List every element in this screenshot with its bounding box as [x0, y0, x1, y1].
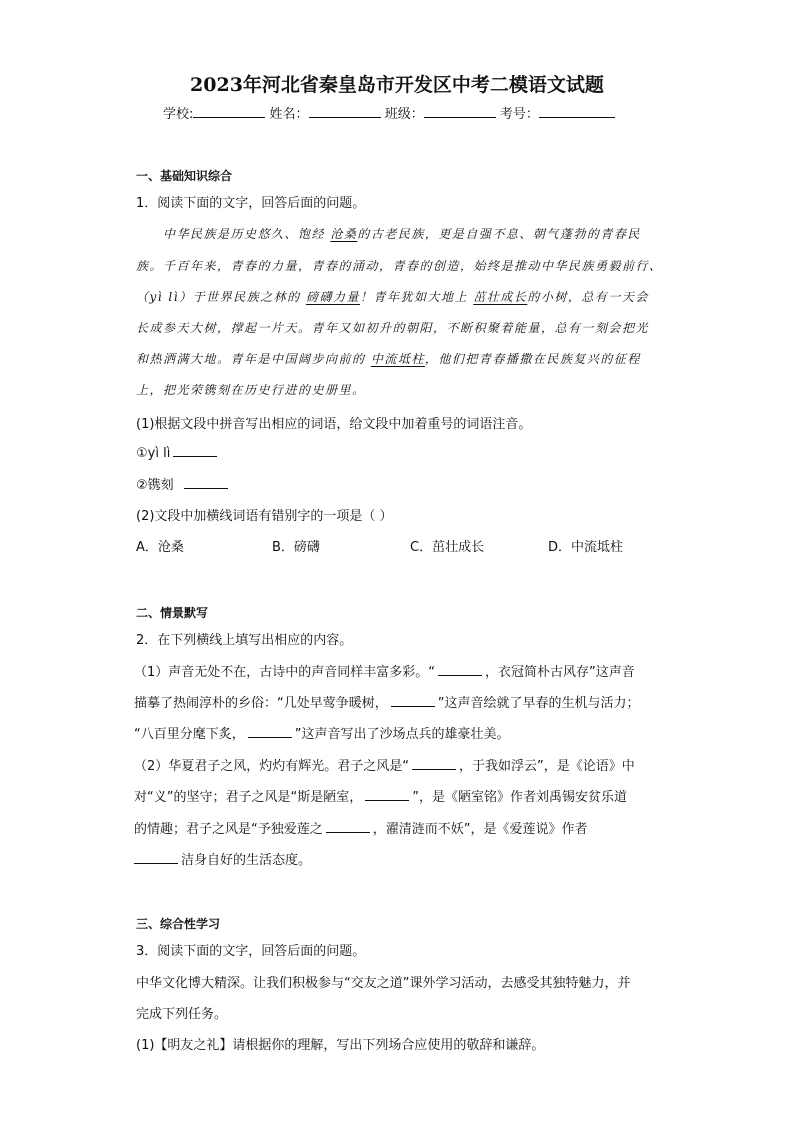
number-label: 考号： [499, 107, 539, 122]
passage-line [136, 288, 649, 305]
page-title: 2023年河北省秦皇岛市开发区中考二模语文试题 [190, 74, 604, 96]
sub-item [136, 474, 231, 493]
student-info-line [163, 103, 615, 122]
passage-text: 的古老民族，更是自强不息、朝气蓬勃的青春民 [357, 227, 641, 241]
passage-text: ，他们把青春播撒在民族复兴的征程 [424, 352, 641, 366]
name-label: 姓名： [269, 107, 309, 122]
passage-line: 上，把光荣镌刻在历史行进的史册里。 [136, 383, 366, 397]
answer-blank[interactable] [391, 693, 435, 707]
sub-item [136, 443, 220, 461]
fill-text: ”这声音写出了沙场点兵的雄豪壮美。 [294, 727, 510, 742]
number-blank[interactable] [539, 104, 615, 118]
fill-text: ”这声音绘就了早春的生机与活力； [437, 696, 640, 711]
underlined-word: 茁壮成长 [473, 290, 528, 304]
passage-line [163, 225, 641, 242]
underlined-word: 沧桑 [330, 227, 358, 241]
passage-line: 完成下列任务。 [136, 1007, 228, 1022]
passage-line [136, 350, 641, 367]
fill-text: ，濯清涟而不妖”，是《爱莲说》作者 [372, 822, 588, 837]
section-heading: 二、情景默写 [136, 606, 209, 620]
answer-blank[interactable] [326, 819, 370, 833]
fill-line [134, 661, 635, 680]
fill-line [134, 818, 588, 837]
passage-text: 中华民族是历史悠久、饱经 [163, 227, 326, 241]
fill-text: ”，是《陋室铭》作者刘禹锡安贫乐道 [412, 790, 627, 805]
sub-question: (2)文段中加横线词语有错别字的一项是（ ） [136, 509, 393, 524]
passage-line: 族。千百年来，青春的力量，青春的涌动，青春的创造，始终是推动中华民族勇毅前行、 [136, 259, 663, 273]
option-d[interactable]: D．中流坻柱 [548, 540, 624, 555]
fill-text: 描摹了热闹淳朴的乡俗：“几处早莺争暖树， [134, 696, 388, 711]
answer-blank[interactable] [173, 443, 217, 457]
class-label: 班级： [384, 107, 424, 122]
passage-line: 长成参天大树，撑起一片天。青年又如初升的朝阳，不断积聚着能量，总有一刻会把光 [136, 321, 650, 335]
passage-text: ！青年犹如大地上 [359, 290, 468, 304]
passage-line: 中华文化博大精深。让我们积极参与“交友之道”课外学习活动，去感受其独特魅力，并 [136, 976, 631, 991]
underlined-word: 中流坻柱 [370, 352, 425, 366]
fill-text: “八百里分麾下炙， [134, 727, 245, 742]
passage-text: 和热洒满大地。青年是中国阔步向前的 [136, 352, 366, 366]
fill-line [134, 723, 510, 742]
underlined-word: 磅礴力量 [305, 290, 360, 304]
school-label: 学校: [163, 107, 194, 122]
name-blank[interactable] [309, 104, 381, 118]
class-blank[interactable] [424, 104, 496, 118]
fill-text: 对“义”的坚守；君子之风是“斯是陋室， [134, 790, 363, 805]
answer-blank[interactable] [134, 850, 178, 864]
fill-text: ，于我如浮云”，是《论语》中 [459, 759, 635, 774]
option-a[interactable]: A．沧桑 [136, 540, 184, 555]
question-prompt: 3．阅读下面的文字，回答后面的问题。 [136, 944, 366, 959]
passage-text: （yì lì）于世界民族之林的 [136, 290, 301, 304]
fill-text: （2）华夏君子之风，灼灼有辉光。君子之风是“ [134, 759, 410, 774]
answer-blank[interactable] [438, 662, 482, 676]
answer-blank[interactable] [365, 787, 409, 801]
answer-blank[interactable] [412, 756, 456, 770]
sub-item-label: ①yì lì [136, 446, 171, 461]
answer-blank[interactable] [248, 724, 292, 738]
section-heading: 三、综合性学习 [136, 917, 221, 931]
fill-text: 的情趣；君子之风是“予独爱莲之 [134, 822, 323, 837]
option-c[interactable]: C．茁壮成长 [410, 540, 485, 555]
school-blank[interactable] [193, 104, 265, 118]
fill-line [134, 692, 640, 711]
fill-text: 洁身自好的生活态度。 [181, 853, 312, 868]
question-prompt: 2．在下列横线上填写出相应的内容。 [136, 633, 353, 648]
fill-line [134, 849, 311, 868]
fill-line [134, 786, 627, 805]
sub-question: (1)根据文段中拼音写出相应的词语，给文段中加着重号的词语注音。 [136, 417, 532, 432]
option-b[interactable]: B．磅礴 [272, 540, 320, 555]
sub-question: (1)【明友之礼】请根据你的理解，写出下列场合应使用的敬辞和谦辞。 [136, 1038, 545, 1053]
passage-text: 的小树，总有一天会 [527, 290, 649, 304]
section-heading: 一、基础知识综合 [136, 169, 233, 183]
fill-text: ，衣冠简朴古风存”这声音 [485, 665, 635, 680]
sub-item-label: ②镌刻 [136, 478, 174, 493]
question-prompt: 1．阅读下面的文字，回答后面的问题。 [136, 196, 366, 211]
fill-line [134, 755, 635, 774]
fill-text: （1）声音无处不在，古诗中的声音同样丰富多彩。“ [134, 665, 436, 680]
answer-blank[interactable] [184, 475, 228, 489]
